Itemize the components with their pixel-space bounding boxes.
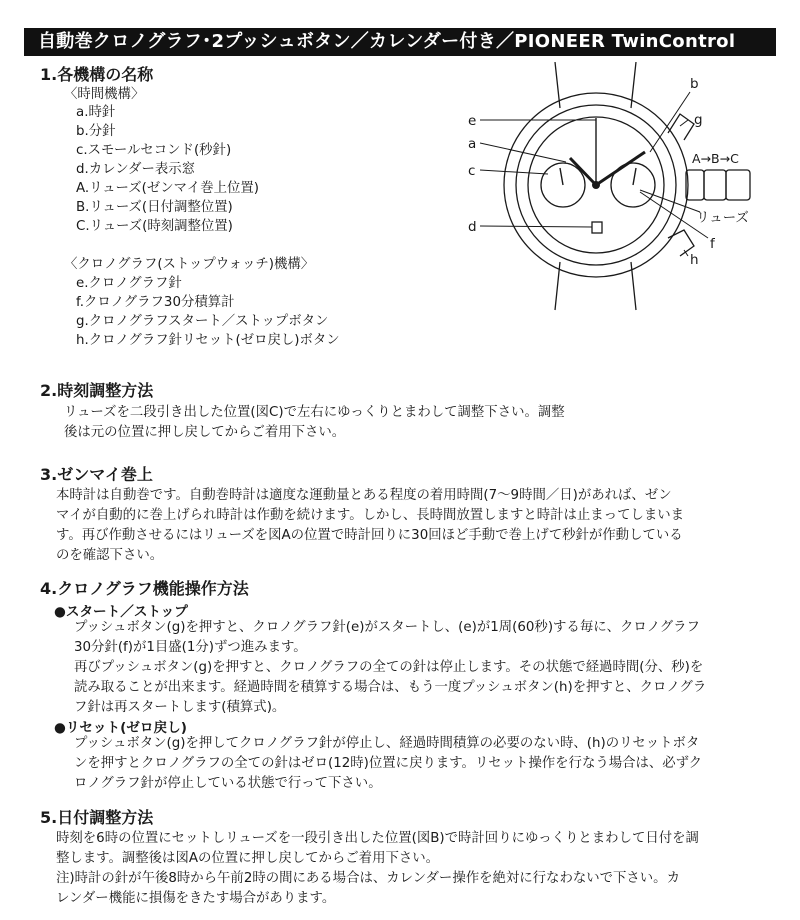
sec3-line-2: マイが自動的に巻上げられ時計は作動を続けます。しかし、長時間放置しますと時計は止まってしまいま [56,508,685,523]
sec5-line-4: レンダー機能に損傷をきたす場合があります。 [56,891,336,906]
reset-line-3: ロノグラフ針が停止している状態で行って下さい。 [74,776,382,791]
crown-A [686,170,704,200]
sec3-line-3: す。再び作動させるにはリューズを図Aの位置で時計回りに30回ほど手動で巻上げて秒針が作動している [56,528,683,543]
chrono-30min-hand-f [633,168,636,185]
time-item-c: c.スモールセコンド(秒針) [76,143,232,158]
start-stop-line-4: 読み取ることが出来ます。経過時間を積算する場合は、もう一度プッシュボタン(h)を押すと、クロノグラ [74,680,707,695]
pusher-g [668,114,694,140]
sec5-line-2: 整します。調整後は図Aの位置に押し戻してからご着用下さい。 [56,851,440,866]
label-g: g [694,112,703,128]
start-stop-line-5: フ針は再スタートします(積算式)。 [74,700,286,715]
sec2-line-2: 後は元の位置に押し戻してからご着用下さい。 [64,425,346,440]
strap-bottom [555,262,636,310]
label-crown-positions: A→B→C [692,151,739,166]
reset-line-2: ンを押すとクロノグラフの全ての針はゼロ(12時)位置に戻ります。リセット操作を行なう場合は、必ずク [74,756,703,771]
leader-g [680,120,688,126]
label-b: b [690,76,699,92]
page-title: 自動巻クロノグラフ･2プッシュボタン／カレンダー付き／PIONEER TwinControl [24,28,776,56]
chrono-mechanism-group-label: 〈クロノグラフ(ストップウォッチ)機構〉 [64,257,315,272]
start-stop-line-3: 再びプッシュボタン(g)を押すと、クロノグラフの全ての針は停止します。その状態で経過時間(分、秒)を [74,660,704,675]
chrono-item-e: e.クロノグラフ針 [76,276,182,291]
label-a: a [468,136,477,152]
label-f: f [710,236,715,252]
small-second-hand-c [560,168,563,185]
leader-a [480,143,566,162]
reset-line-1: プッシュボタン(g)を押してクロノグラフ針が停止し、経過時間積算の必要のない時、(h)のリセットボタ [74,736,700,751]
reset-label: ●リセット(ゼロ戻し) [54,720,187,736]
time-item-a: a.時針 [76,105,116,120]
leader-c [480,170,548,174]
section-5-heading: 5.日付調整方法 [40,808,154,827]
watch-diagram [460,62,780,322]
time-item-A: A.リューズ(ゼンマイ巻上位置) [76,181,259,196]
section-4-heading: 4.クロノグラフ機能操作方法 [40,579,249,598]
sec3-line-1: 本時計は自動巻です。自動巻時計は適度な運動量とある程度の着用時間(7〜9時間／日)があれば、ゼン [56,488,672,503]
leader-d [480,226,592,227]
section-2-heading: 2.時刻調整方法 [40,381,154,400]
minute-hand-b [596,152,645,185]
time-item-b: b.分針 [76,124,116,139]
time-item-d: d.カレンダー表示窓 [76,162,196,177]
label-c: c [468,163,476,179]
strap-top [555,62,636,108]
start-stop-line-2: 30分針(f)が1目盛(1分)ずつ進みます。 [74,640,307,655]
sec3-line-4: のを確認下さい。 [56,548,164,563]
time-mechanism-group-label: 〈時間機構〉 [64,87,145,102]
crown-B [704,170,726,200]
chrono-item-g: g.クロノグラフスタート／ストップボタン [76,314,329,329]
time-item-B: B.リューズ(日付調整位置) [76,200,233,215]
chrono-item-h: h.クロノグラフ針リセット(ゼロ戻し)ボタン [76,333,340,348]
leader-b [650,92,690,152]
time-item-C: C.リューズ(時刻調整位置) [76,219,233,234]
section-3-heading: 3.ゼンマイ巻上 [40,465,153,484]
start-stop-line-1: プッシュボタン(g)を押すと、クロノグラフ針(e)がスタートし、(e)が1周(60秒)する毎に、クロノグラフ [74,620,700,635]
date-window [592,222,602,233]
sec5-line-3: 注)時計の針が午後8時から午前2時の間にある場合は、カレンダー操作を絶対に行なわないで下さい。カ [56,871,680,886]
section-1-heading: 1.各機構の名称 [40,65,154,84]
sec2-line-1: リューズを二段引き出した位置(図C)で左右にゆっくりとまわして調整下さい。調整 [64,405,565,420]
chrono-item-f: f.クロノグラフ30分積算計 [76,295,235,310]
start-stop-label: ●スタート／ストップ [54,604,188,620]
sec5-line-1: 時刻を6時の位置にセットしリューズを一段引き出した位置(図B)で時計回りにゆっくりとまわして日付を調 [56,831,699,846]
hour-hand-a [570,158,596,185]
label-e: e [468,113,477,129]
label-d: d [468,219,477,235]
label-ryuzu: リューズ [696,210,749,226]
label-h: h [690,252,699,268]
crown-C [726,170,750,200]
center-pin [592,181,600,189]
